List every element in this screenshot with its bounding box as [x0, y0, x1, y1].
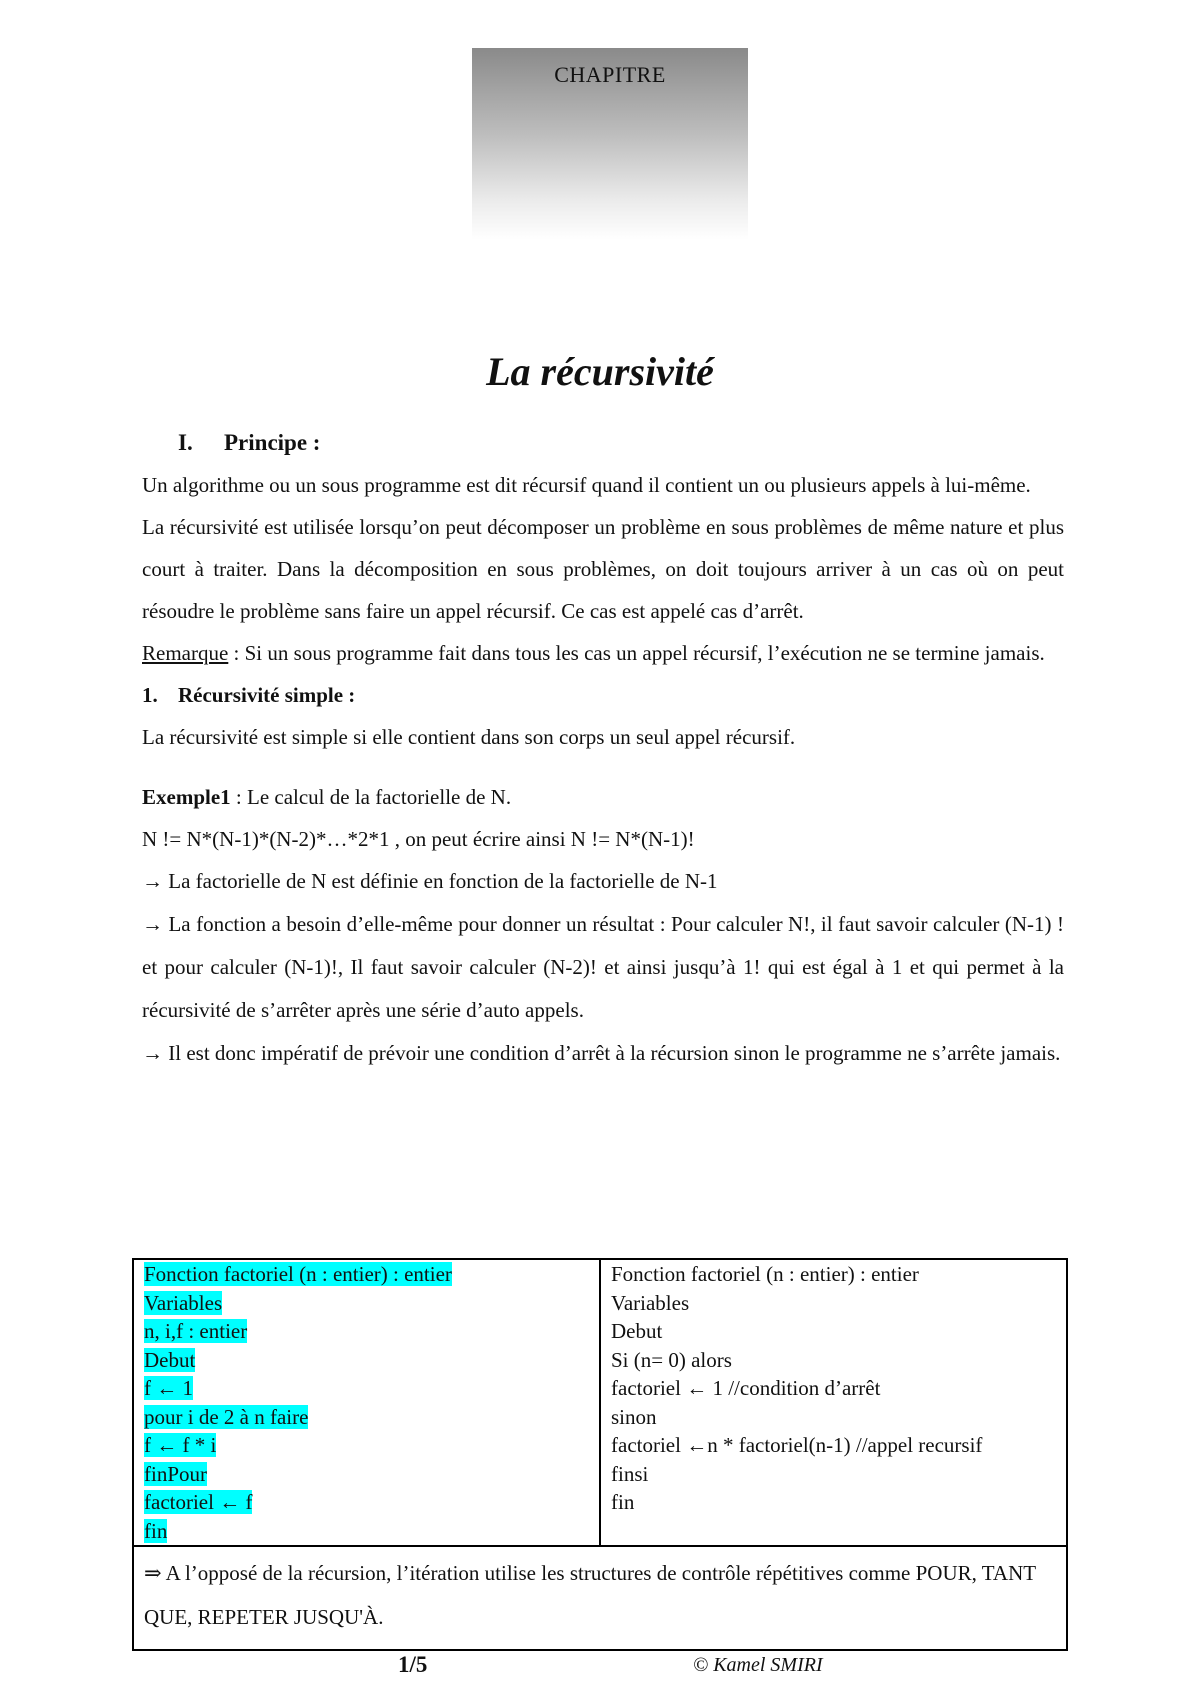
remark-text: : Si un sous programme fait dans tous les cas un appel récursif, l’exécution ne se termine jamais. [228, 641, 1045, 665]
recursive-line: fin [611, 1490, 635, 1514]
iteration-note: ⇒ A l’opposé de la récursion, l’itération utilise les structures de contrôle répétitives comme POUR, TANT QUE, REPETER JUSQU'À. [133, 1546, 1067, 1650]
remark-label: Remarque [142, 641, 229, 665]
recursive-line: sinon [611, 1404, 657, 1429]
principle-paragraph-1: Un algorithme ou un sous programme est dit récursif quand il contient un ou plusieurs appels à lui-même. [142, 473, 1031, 497]
section-number: I. [178, 430, 193, 455]
factorial-formula: N != N*(N-1)*(N-2)*…*2*1 , on peut écrire ainsi N != N*(N-1)! [142, 827, 695, 851]
example-point-3: → Il est donc impératif de prévoir une condition d’arrêt à la récursion sinon le programme ne s’arrête jamais. [142, 1041, 1061, 1065]
page-number: 1/5 [398, 1652, 428, 1677]
remark-paragraph [142, 632, 1064, 674]
iterative-line: pour i de 2 à n faire [144, 1404, 309, 1429]
algorithm-table [132, 1258, 1068, 1651]
example-point-1: → La factorielle de N est définie en fonction de la factorielle de N-1 [142, 869, 718, 893]
example-point-2: → La fonction a besoin d’elle-même pour donner un résultat : Pour calculer N!, il faut savoir calculer (N-1) ! et pour calculer (N-1)!, Il faut savoir calculer (N-2)! et ainsi jusqu’à 1! qui est égal à 1 et qui permet à la récursivité de s’arrêter après une série d’auto appels. [142, 912, 1064, 1022]
iterative-algorithm-cell [133, 1259, 600, 1546]
chapter-banner [472, 48, 748, 240]
recursive-line: factoriel ←n * factoriel(n-1) //appel recursif [611, 1433, 983, 1457]
simple-recursion-paragraph: La récursivité est simple si elle contient dans son corps un seul appel récursif. [142, 725, 796, 749]
iterative-line: Debut [144, 1347, 196, 1372]
example-intro [142, 776, 1064, 818]
recursive-line: finsi [611, 1461, 649, 1486]
chapter-label: CHAPITRE [554, 62, 666, 87]
iterative-line: fin [144, 1518, 168, 1543]
iterative-line: finPour [144, 1461, 207, 1486]
principle-paragraph-2: La récursivité est utilisée lorsqu’on peut décomposer un problème en sous problèmes de même nature et plus court à traiter. Dans la décomposition en sous problèmes, on doit toujours arriver à un cas où on peut résoudre le problème sans faire un appel récursif. Ce cas est appelé cas d’arrêt. [142, 515, 1064, 623]
copyright: © Kamel SMIRI [693, 1654, 823, 1676]
recursive-line: Variables [611, 1290, 690, 1315]
iterative-line: n, i,f : entier [144, 1319, 248, 1343]
example-intro-text: : Le calcul de la factorielle de N. [230, 785, 512, 809]
recursive-algorithm-cell [600, 1259, 1067, 1546]
document-body [142, 422, 1064, 1075]
iterative-line: f ← f * i [144, 1433, 217, 1457]
recursive-line: Fonction factoriel (n : entier) : entier [611, 1262, 919, 1286]
iterative-line: f ← 1 [144, 1376, 193, 1400]
section-heading [142, 422, 1064, 464]
subsection-number: 1. [142, 683, 158, 707]
iterative-line: factoriel ← f [144, 1490, 253, 1514]
recursive-line: Debut [611, 1319, 663, 1343]
iterative-line: Fonction factoriel (n : entier) : entier [144, 1262, 452, 1286]
example-label: Exemple1 [142, 785, 231, 809]
section-title: Principe : [224, 430, 321, 455]
subsection-title: Récursivité simple : [178, 683, 356, 707]
subsection-heading [142, 674, 1064, 716]
iterative-line: Variables [144, 1290, 223, 1315]
recursive-line: Si (n= 0) alors [611, 1347, 732, 1372]
recursive-line: factoriel ← 1 //condition d’arrêt [611, 1376, 881, 1400]
page-title: La récursivité [486, 349, 714, 394]
